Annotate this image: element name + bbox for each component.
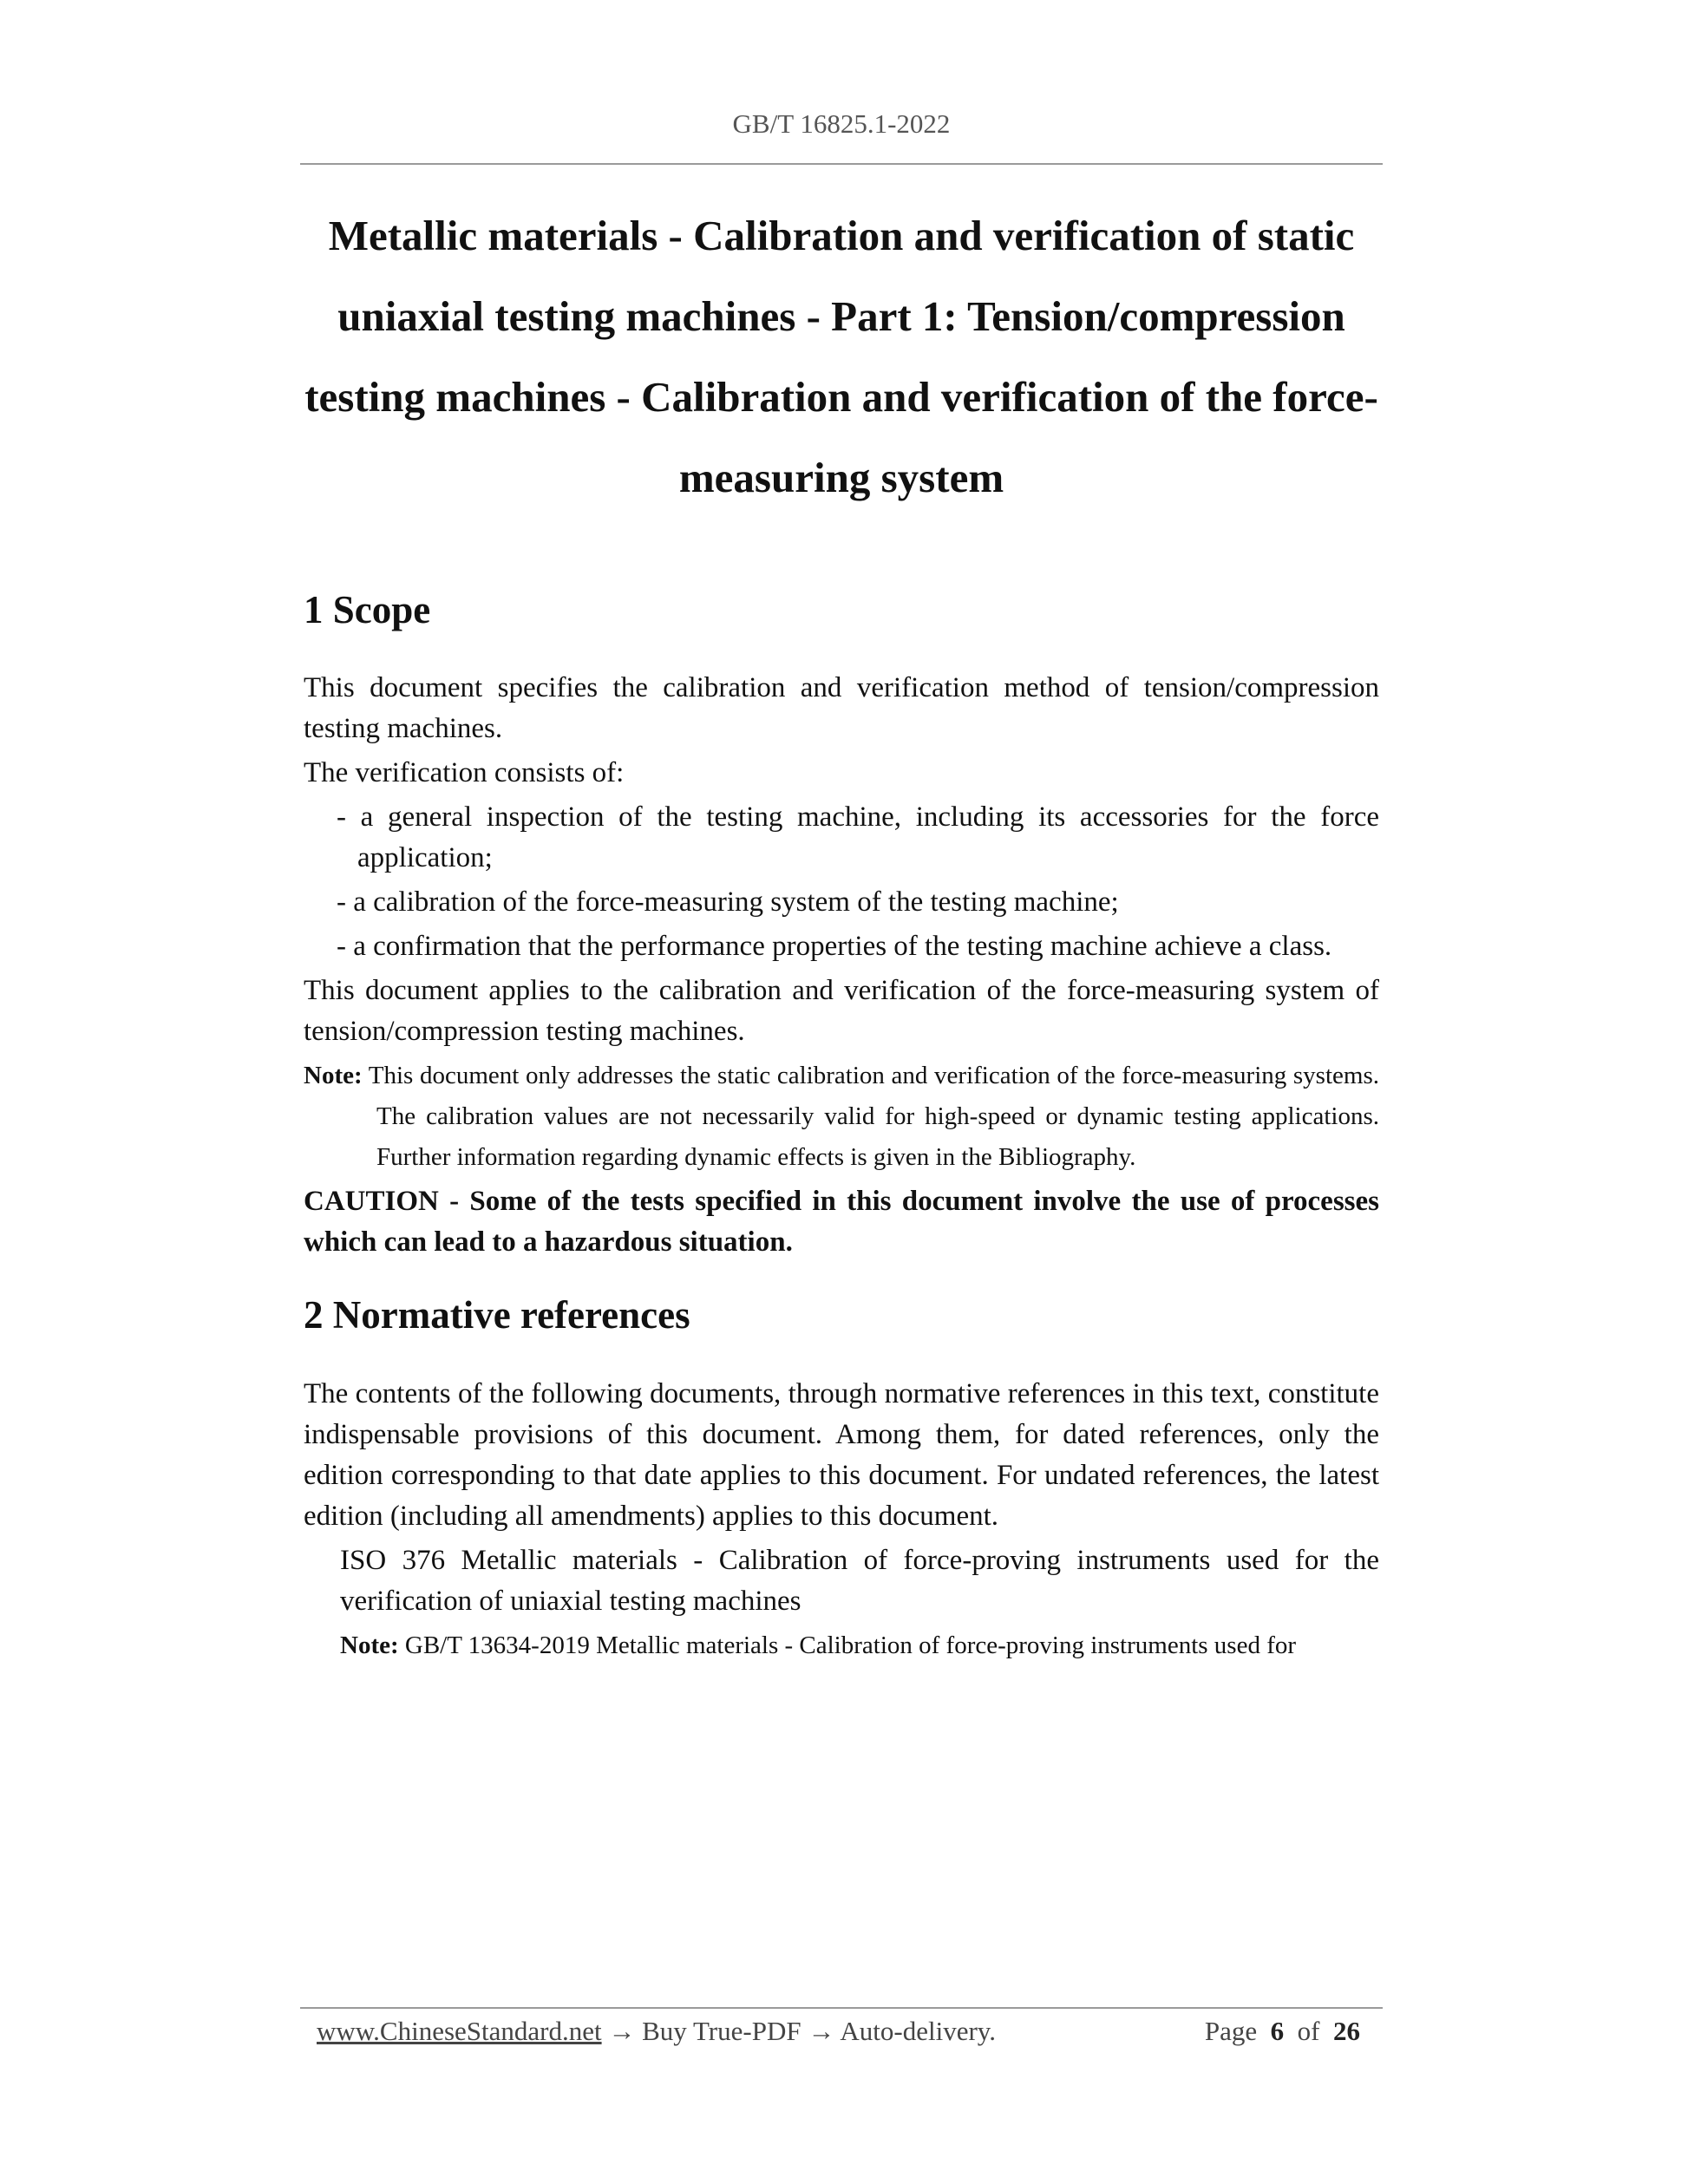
page-total: 26 (1333, 2016, 1360, 2046)
document-title: Metallic materials - Calibration and verification of static uniaxial testing machines - Part 1: Tension/compression testing machines - Calibration and verification of the force-measuring system (304, 212, 1378, 501)
caution-statement: CAUTION - Some of the tests specified in this document involve the use of processes which can lead to a hazardous situation. (304, 1186, 1379, 1258)
scope-paragraph-2: The verification consists of: (304, 757, 625, 788)
note-text: This document only addresses the static calibration and verification of the force-measuring systems. The calibration values are not necessarily valid for high-speed or dynamic testing applications. Further information regarding dynamic effects is given in the Bibliography. (368, 1062, 1379, 1171)
note-label: Note: (304, 1062, 363, 1089)
scope-paragraph-1: This document specifies the calibration and verification method of tension/compression testing machines. (304, 672, 1379, 744)
page-word: Page (1204, 2016, 1258, 2046)
page-current: 6 (1270, 2016, 1285, 2046)
arrow-right-icon: → (808, 2016, 835, 2046)
scope-note (304, 1056, 1379, 1178)
list-item: - a confirmation that the performance properties of the testing machine achieve a class. (337, 931, 1332, 962)
reference-entry: ISO 376 Metallic materials - Calibration of force-proving instruments used for the verification of uniaxial testing machines (340, 1545, 1379, 1617)
reference-note (304, 1625, 1379, 1666)
header-divider (300, 163, 1383, 165)
site-link[interactable]: www.ChineseStandard.net (317, 2016, 602, 2046)
list-item: - a general inspection of the testing machine, including its accessories for the force application; (337, 801, 1379, 873)
arrow-right-icon: → (608, 2016, 636, 2046)
section-1-heading: 1 Scope (304, 588, 431, 631)
page-footer (317, 2012, 1371, 2050)
of-word: of (1297, 2016, 1320, 2046)
references-paragraph: The contents of the following documents, through normative references in this text, constitute indispensable provisions of this document. Among them, for dated references, only the edition corresponding to that date applies to this document. For undated references, the latest edition (including all amendments) applies to this document. (304, 1378, 1379, 1532)
section-2-heading: 2 Normative references (304, 1293, 690, 1337)
buy-pdf-text: Buy True-PDF (642, 2016, 801, 2046)
running-header (302, 108, 1381, 140)
note-label: Note: (340, 1631, 399, 1659)
footer-divider (300, 2007, 1383, 2009)
footer-left (317, 2012, 996, 2050)
scope-paragraph-3: This document applies to the calibration and verification of the force-measuring system of tension/compression testing machines. (304, 975, 1379, 1047)
page-body (304, 577, 1379, 1666)
document-number: GB/T 16825.1-2022 (732, 108, 951, 139)
note-text: GB/T 13634-2019 Metallic materials - Calibration of force-proving instruments used for (404, 1631, 1297, 1659)
list-item: - a calibration of the force-measuring system of the testing machine; (337, 886, 1119, 918)
auto-delivery-text: Auto-delivery. (840, 2016, 997, 2046)
page-indicator (1205, 2012, 1360, 2050)
